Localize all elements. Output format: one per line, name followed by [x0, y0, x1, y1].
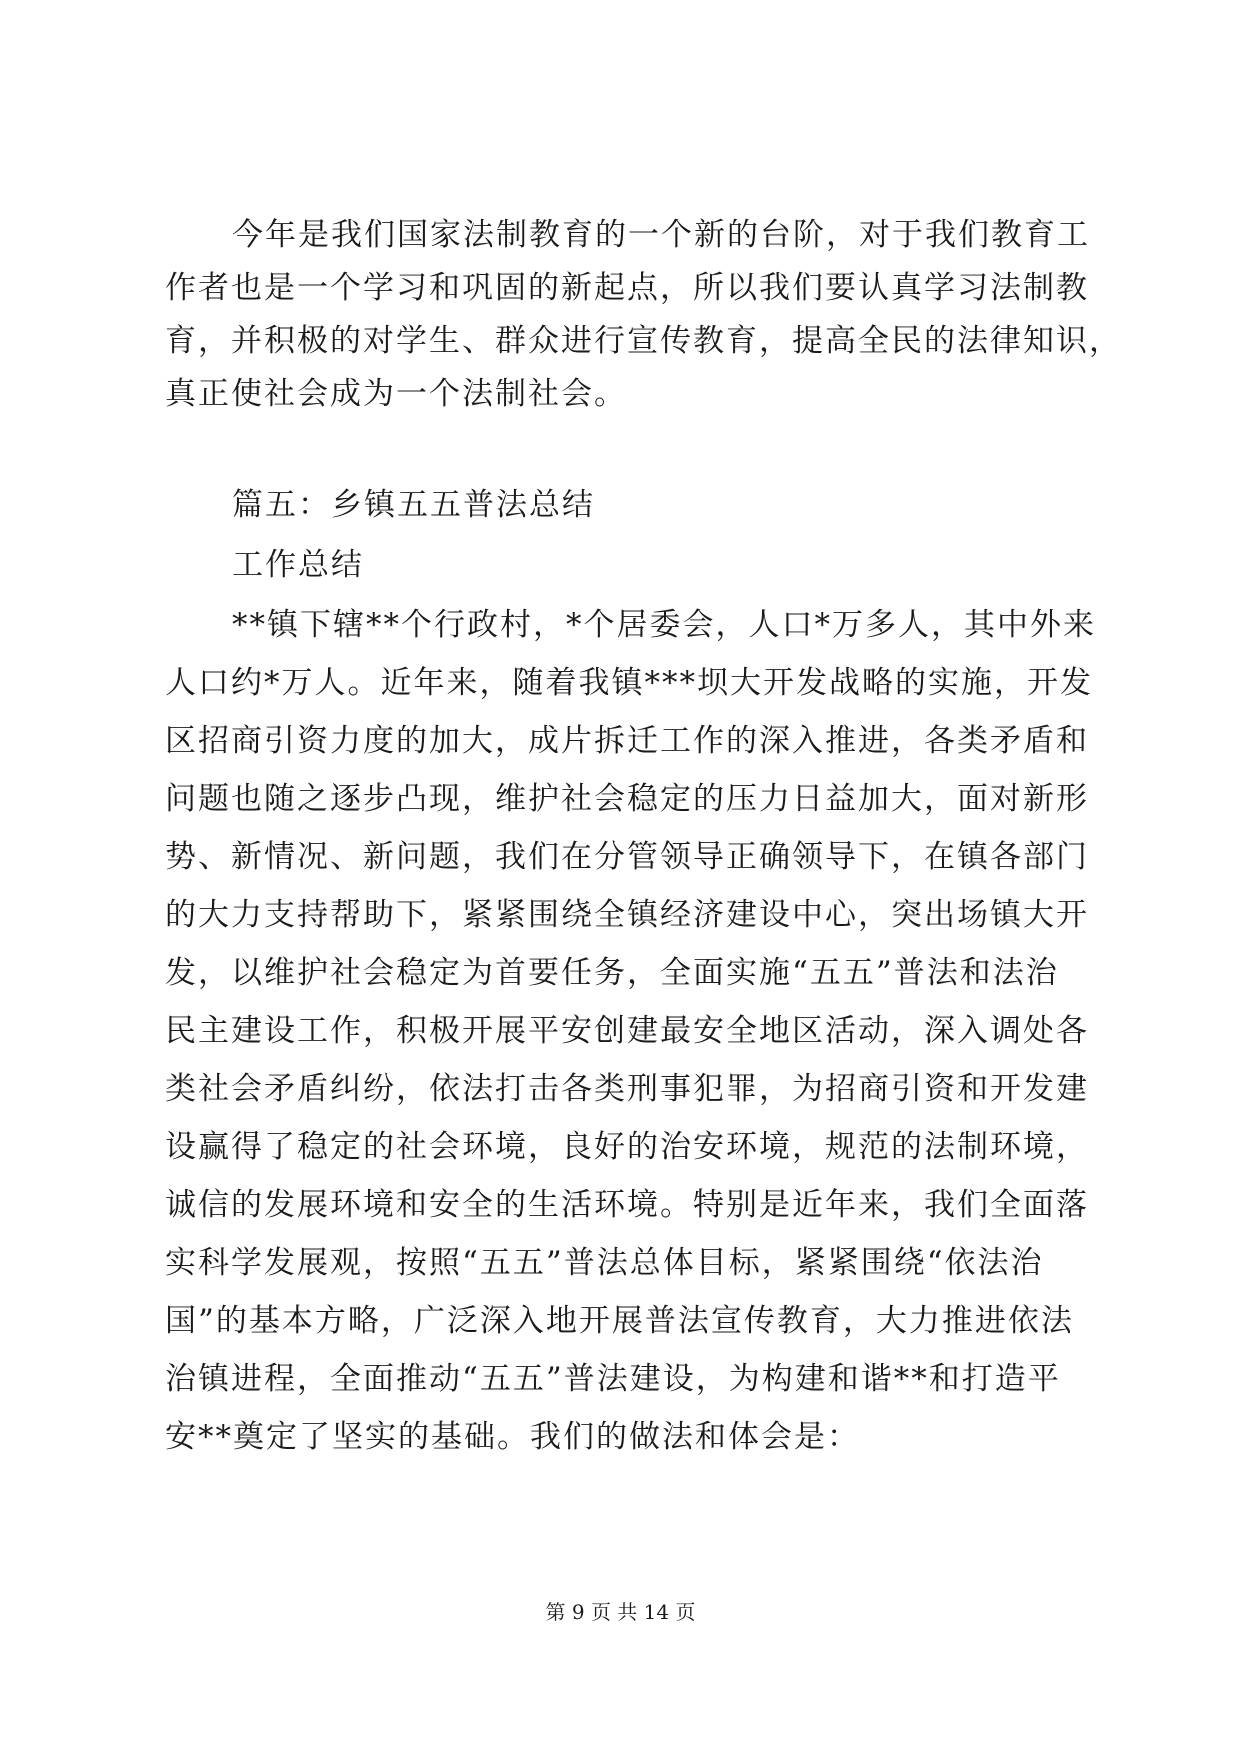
paragraph-line: 安**奠定了坚实的基础。我们的做法和体会是：	[165, 1419, 860, 1455]
paragraph-line: 问题也随之逐步凸现，维护社会稳定的压力日益加大，面对新形	[165, 781, 1089, 817]
paragraph-line: 治镇进程，全面推动“五五”普法建设，为构建和谐**和打造平	[165, 1361, 1061, 1397]
paragraph-line: 人口约*万人。近年来，随着我镇***坝大开发战略的实施，开发	[165, 665, 1093, 701]
chapter-heading: 篇五：乡镇五五普法总结	[232, 487, 595, 523]
paragraph-line: 国”的基本方略，广泛深入地开展普法宣传教育，大力推进依法	[165, 1303, 1074, 1339]
paragraph-line: 设赢得了稳定的社会环境，良好的治安环境，规范的法制环境，	[165, 1129, 1089, 1165]
paragraph-line: 诚信的发展环境和安全的生活环境。特别是近年来，我们全面落	[165, 1187, 1089, 1223]
paragraph-line: 类社会矛盾纠纷，依法打击各类刑事犯罪，为招商引资和开发建	[165, 1071, 1089, 1107]
paragraph-line: 势、新情况、新问题，我们在分管领导正确领导下，在镇各部门	[165, 839, 1089, 875]
paragraph-line: 民主建设工作，积极开展平安创建最安全地区活动，深入调处各	[165, 1013, 1089, 1049]
paragraph-line: 真正使社会成为一个法制社会。	[165, 376, 627, 412]
paragraph-line: 今年是我们国家法制教育的一个新的台阶，对于我们教育工	[232, 217, 1090, 253]
paragraph-line: 作者也是一个学习和巩固的新起点，所以我们要认真学习法制教	[165, 270, 1089, 306]
paragraph-line: 育，并积极的对学生、群众进行宣传教育，提高全民的法律知识，	[165, 323, 1122, 359]
paragraph-line: 实科学发展观，按照“五五”普法总体目标，紧紧围绕“依法治	[165, 1245, 1044, 1281]
paragraph-line: 的大力支持帮助下，紧紧围绕全镇经济建设中心，突出场镇大开	[165, 897, 1089, 933]
paragraph-line: **镇下辖**个行政村，*个居委会，人口*万多人，其中外来	[232, 607, 1096, 643]
paragraph-line: 发，以维护社会稳定为首要任务，全面实施“五五”普法和法治	[165, 955, 1059, 991]
paragraph-line: 区招商引资力度的加大，成片拆迁工作的深入推进，各类矛盾和	[165, 723, 1089, 759]
section-heading: 工作总结	[232, 547, 364, 583]
page-number: 第 9 页 共 14 页	[545, 1600, 696, 1624]
